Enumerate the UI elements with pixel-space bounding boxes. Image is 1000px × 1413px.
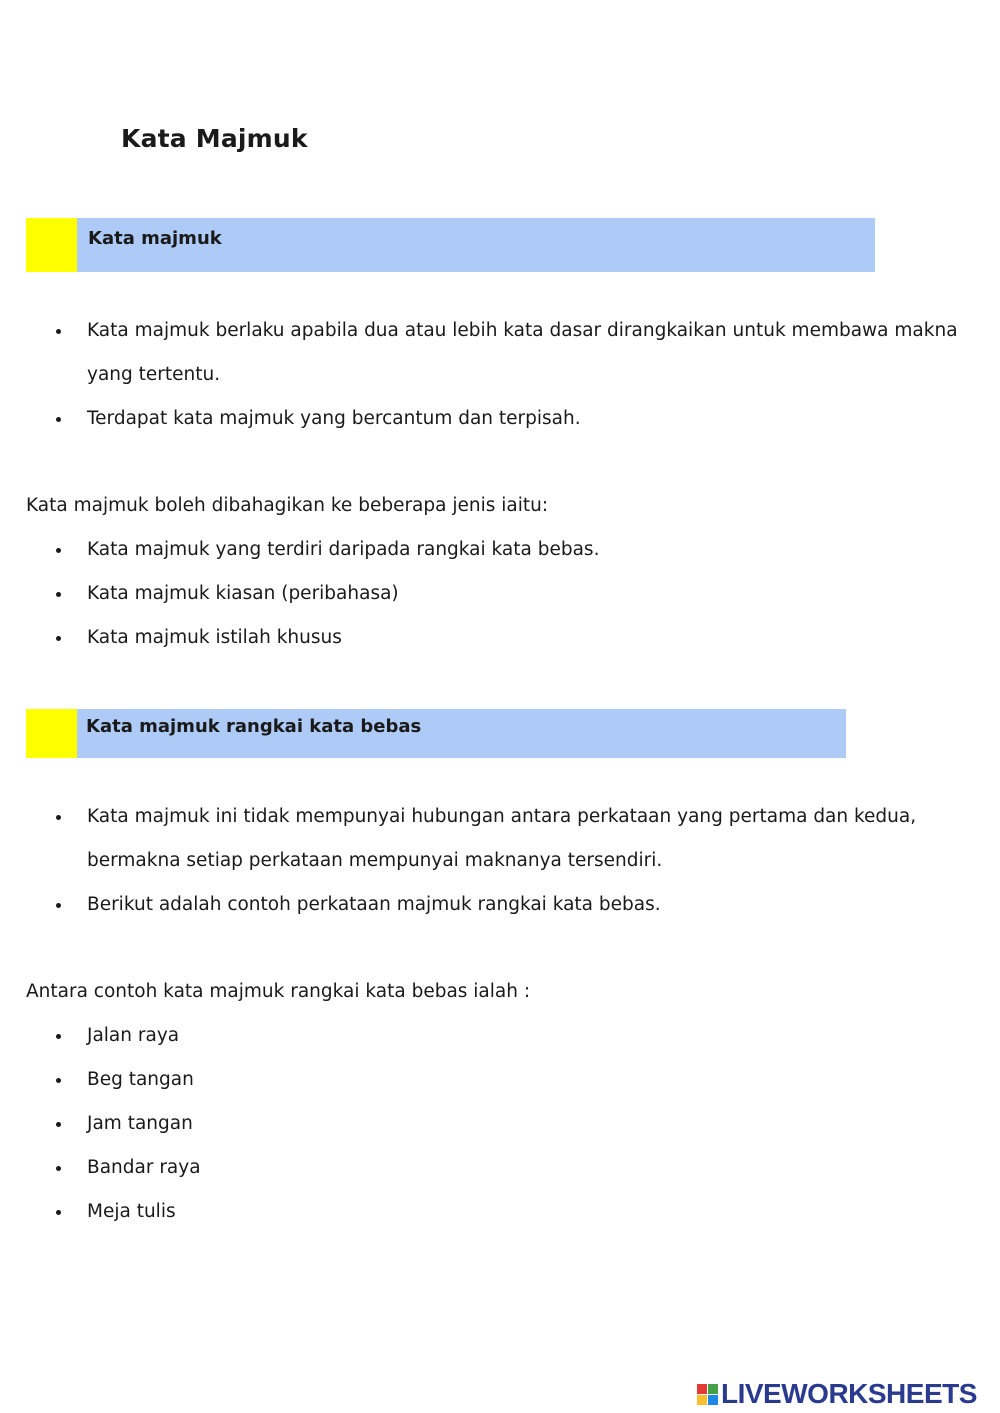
types-list xyxy=(56,528,986,660)
definition-list xyxy=(56,309,986,441)
list-item: Berikut adalah contoh perkataan majmuk rangkai kata bebas. xyxy=(56,883,926,927)
section-accent xyxy=(26,709,77,758)
list-item: Bandar raya xyxy=(56,1146,656,1190)
list-item: Meja tulis xyxy=(56,1190,656,1234)
liveworksheets-logo-icon xyxy=(697,1384,718,1405)
section-header-rangkai-kata-bebas xyxy=(26,709,846,758)
types-intro: Kata majmuk boleh dibahagikan ke beberapa jenis iaitu: xyxy=(26,495,549,516)
description-list xyxy=(56,795,926,927)
liveworksheets-logo xyxy=(697,1378,977,1410)
list-item: Kata majmuk istilah khusus xyxy=(56,616,986,660)
list-item: Kata majmuk yang terdiri daripada rangkai kata bebas. xyxy=(56,528,986,572)
list-item: Terdapat kata majmuk yang bercantum dan terpisah. xyxy=(56,397,986,441)
examples-intro: Antara contoh kata majmuk rangkai kata bebas ialah : xyxy=(26,981,531,1002)
section-heading: Kata majmuk xyxy=(88,228,222,249)
section-header-kata-majmuk xyxy=(26,218,875,272)
list-item: Kata majmuk berlaku apabila dua atau lebih kata dasar dirangkaikan untuk membawa makna yang tertentu. xyxy=(56,309,986,397)
list-item: Kata majmuk kiasan (peribahasa) xyxy=(56,572,986,616)
list-item: Beg tangan xyxy=(56,1058,656,1102)
page-title: Kata Majmuk xyxy=(121,124,308,153)
examples-list xyxy=(56,1014,656,1234)
list-item: Jam tangan xyxy=(56,1102,656,1146)
section-heading: Kata majmuk rangkai kata bebas xyxy=(86,716,422,737)
section-accent xyxy=(26,218,77,272)
logo-text: LIVEWORKSHEETS xyxy=(721,1378,977,1409)
list-item: Jalan raya xyxy=(56,1014,656,1058)
list-item: Kata majmuk ini tidak mempunyai hubungan antara perkataan yang pertama dan kedua, bermakna setiap perkataan mempunyai maknanya tersendiri. xyxy=(56,795,926,883)
